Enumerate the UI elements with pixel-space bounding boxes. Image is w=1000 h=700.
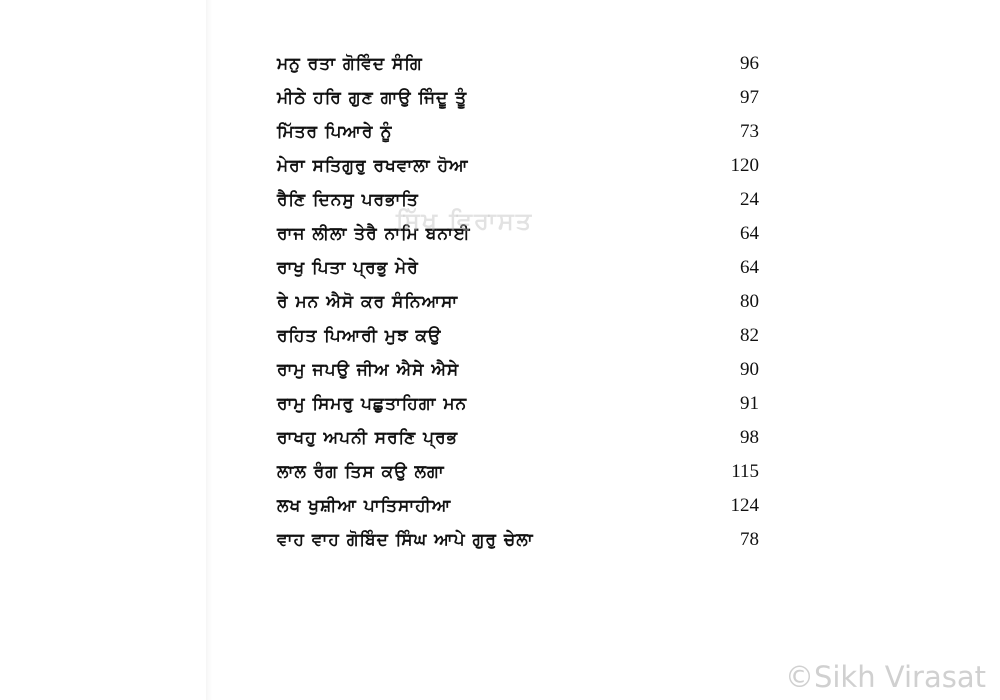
toc-entry — [277, 149, 759, 183]
toc-entry — [277, 115, 759, 149]
toc-entry-page: 97 — [740, 87, 759, 108]
toc-entry-title: ਮੀਠੇ ਹਰਿ ਗੁਣ ਗਾਉ ਜਿੰਦੂ ਤੂੰ — [277, 88, 468, 108]
toc-entry-page: 82 — [740, 325, 759, 346]
toc-entry-page: 115 — [731, 461, 759, 482]
toc-entry — [277, 489, 759, 523]
center-watermark: ਸਿੱਖ ਵਿਰਾਸਤ — [396, 207, 534, 235]
copyright-watermark: ©Sikh Virasat — [784, 660, 986, 694]
toc-entry-page: 64 — [740, 223, 759, 244]
toc-entry-page: 91 — [740, 393, 759, 414]
toc-entry-title: ਲਖ ਖੁਸ਼ੀਆ ਪਾਤਿਸਾਹੀਆ — [277, 496, 452, 516]
toc-entry-page: 98 — [740, 427, 759, 448]
toc-entry — [277, 523, 759, 557]
toc-entry-page: 124 — [730, 495, 759, 516]
toc-entry-title: ਮਨੁ ਰਤਾ ਗੋਵਿੰਦ ਸੰਗਿ — [277, 54, 423, 74]
toc-entry-page: 73 — [740, 121, 759, 142]
toc-entry-page: 80 — [740, 291, 759, 312]
toc-entry-page: 90 — [740, 359, 759, 380]
toc-entry-title: ਵਾਹ ਵਾਹ ਗੋਬਿੰਦ ਸਿੰਘ ਆਪੇ ਗੁਰੁ ਚੇਲਾ — [277, 530, 534, 550]
toc-entry-title: ਰਾਖਹੁ ਅਪਨੀ ਸਰਣਿ ਪ੍ਰਭ — [277, 428, 459, 448]
toc-entry-page: 120 — [730, 155, 759, 176]
toc-entry — [277, 319, 759, 353]
toc-entry-title: ਰਹਿਤ ਪਿਆਰੀ ਮੁਝ ਕਉ — [277, 326, 442, 346]
toc-entry-title: ਲਾਲ ਰੰਗ ਤਿਸ ਕਉ ਲਗਾ — [277, 462, 445, 482]
toc-entry — [277, 421, 759, 455]
toc-entry-title: ਰਾਮੁ ਸਿਮਰੁ ਪਛੁਤਾਹਿਗਾ ਮਨ — [277, 394, 468, 414]
toc-entry — [277, 81, 759, 115]
toc-entry-title: ਰਾਜ ਲੀਲਾ ਤੇਰੈ ਨਾਮਿ ਬਨਾਈ — [277, 224, 471, 244]
toc-entry-page: 24 — [740, 189, 759, 210]
table-of-contents — [277, 47, 759, 557]
toc-entry-title: ਮੇਰਾ ਸਤਿਗੁਰੁ ਰਖਵਾਲਾ ਹੋਆ — [277, 156, 469, 176]
toc-entry-title: ਰਾਖੁ ਪਿਤਾ ਪ੍ਰਭੁ ਮੇਰੇ — [277, 258, 419, 278]
toc-entry-page: 78 — [740, 529, 759, 550]
toc-entry-title: ਰਾਮੁ ਜਪਉ ਜੀਅ ਐਸੇ ਐਸੇ — [277, 360, 460, 380]
toc-entry — [277, 285, 759, 319]
toc-entry-title: ਰੇ ਮਨ ਐਸੋ ਕਰ ਸੰਨਿਆਸਾ — [277, 292, 459, 312]
toc-entry — [277, 387, 759, 421]
toc-entry — [277, 455, 759, 489]
toc-entry-page: 64 — [740, 257, 759, 278]
toc-entry — [277, 47, 759, 81]
toc-entry-title: ਰੈਣਿ ਦਿਨਸੁ ਪਰਭਾਤਿ — [277, 190, 419, 210]
toc-entry-page: 96 — [740, 53, 759, 74]
toc-entry — [277, 353, 759, 387]
page-edge-shadow — [206, 0, 212, 700]
toc-entry-title: ਮਿੱਤਰ ਪਿਆਰੇ ਨੂੰ — [277, 122, 393, 142]
toc-entry — [277, 251, 759, 285]
